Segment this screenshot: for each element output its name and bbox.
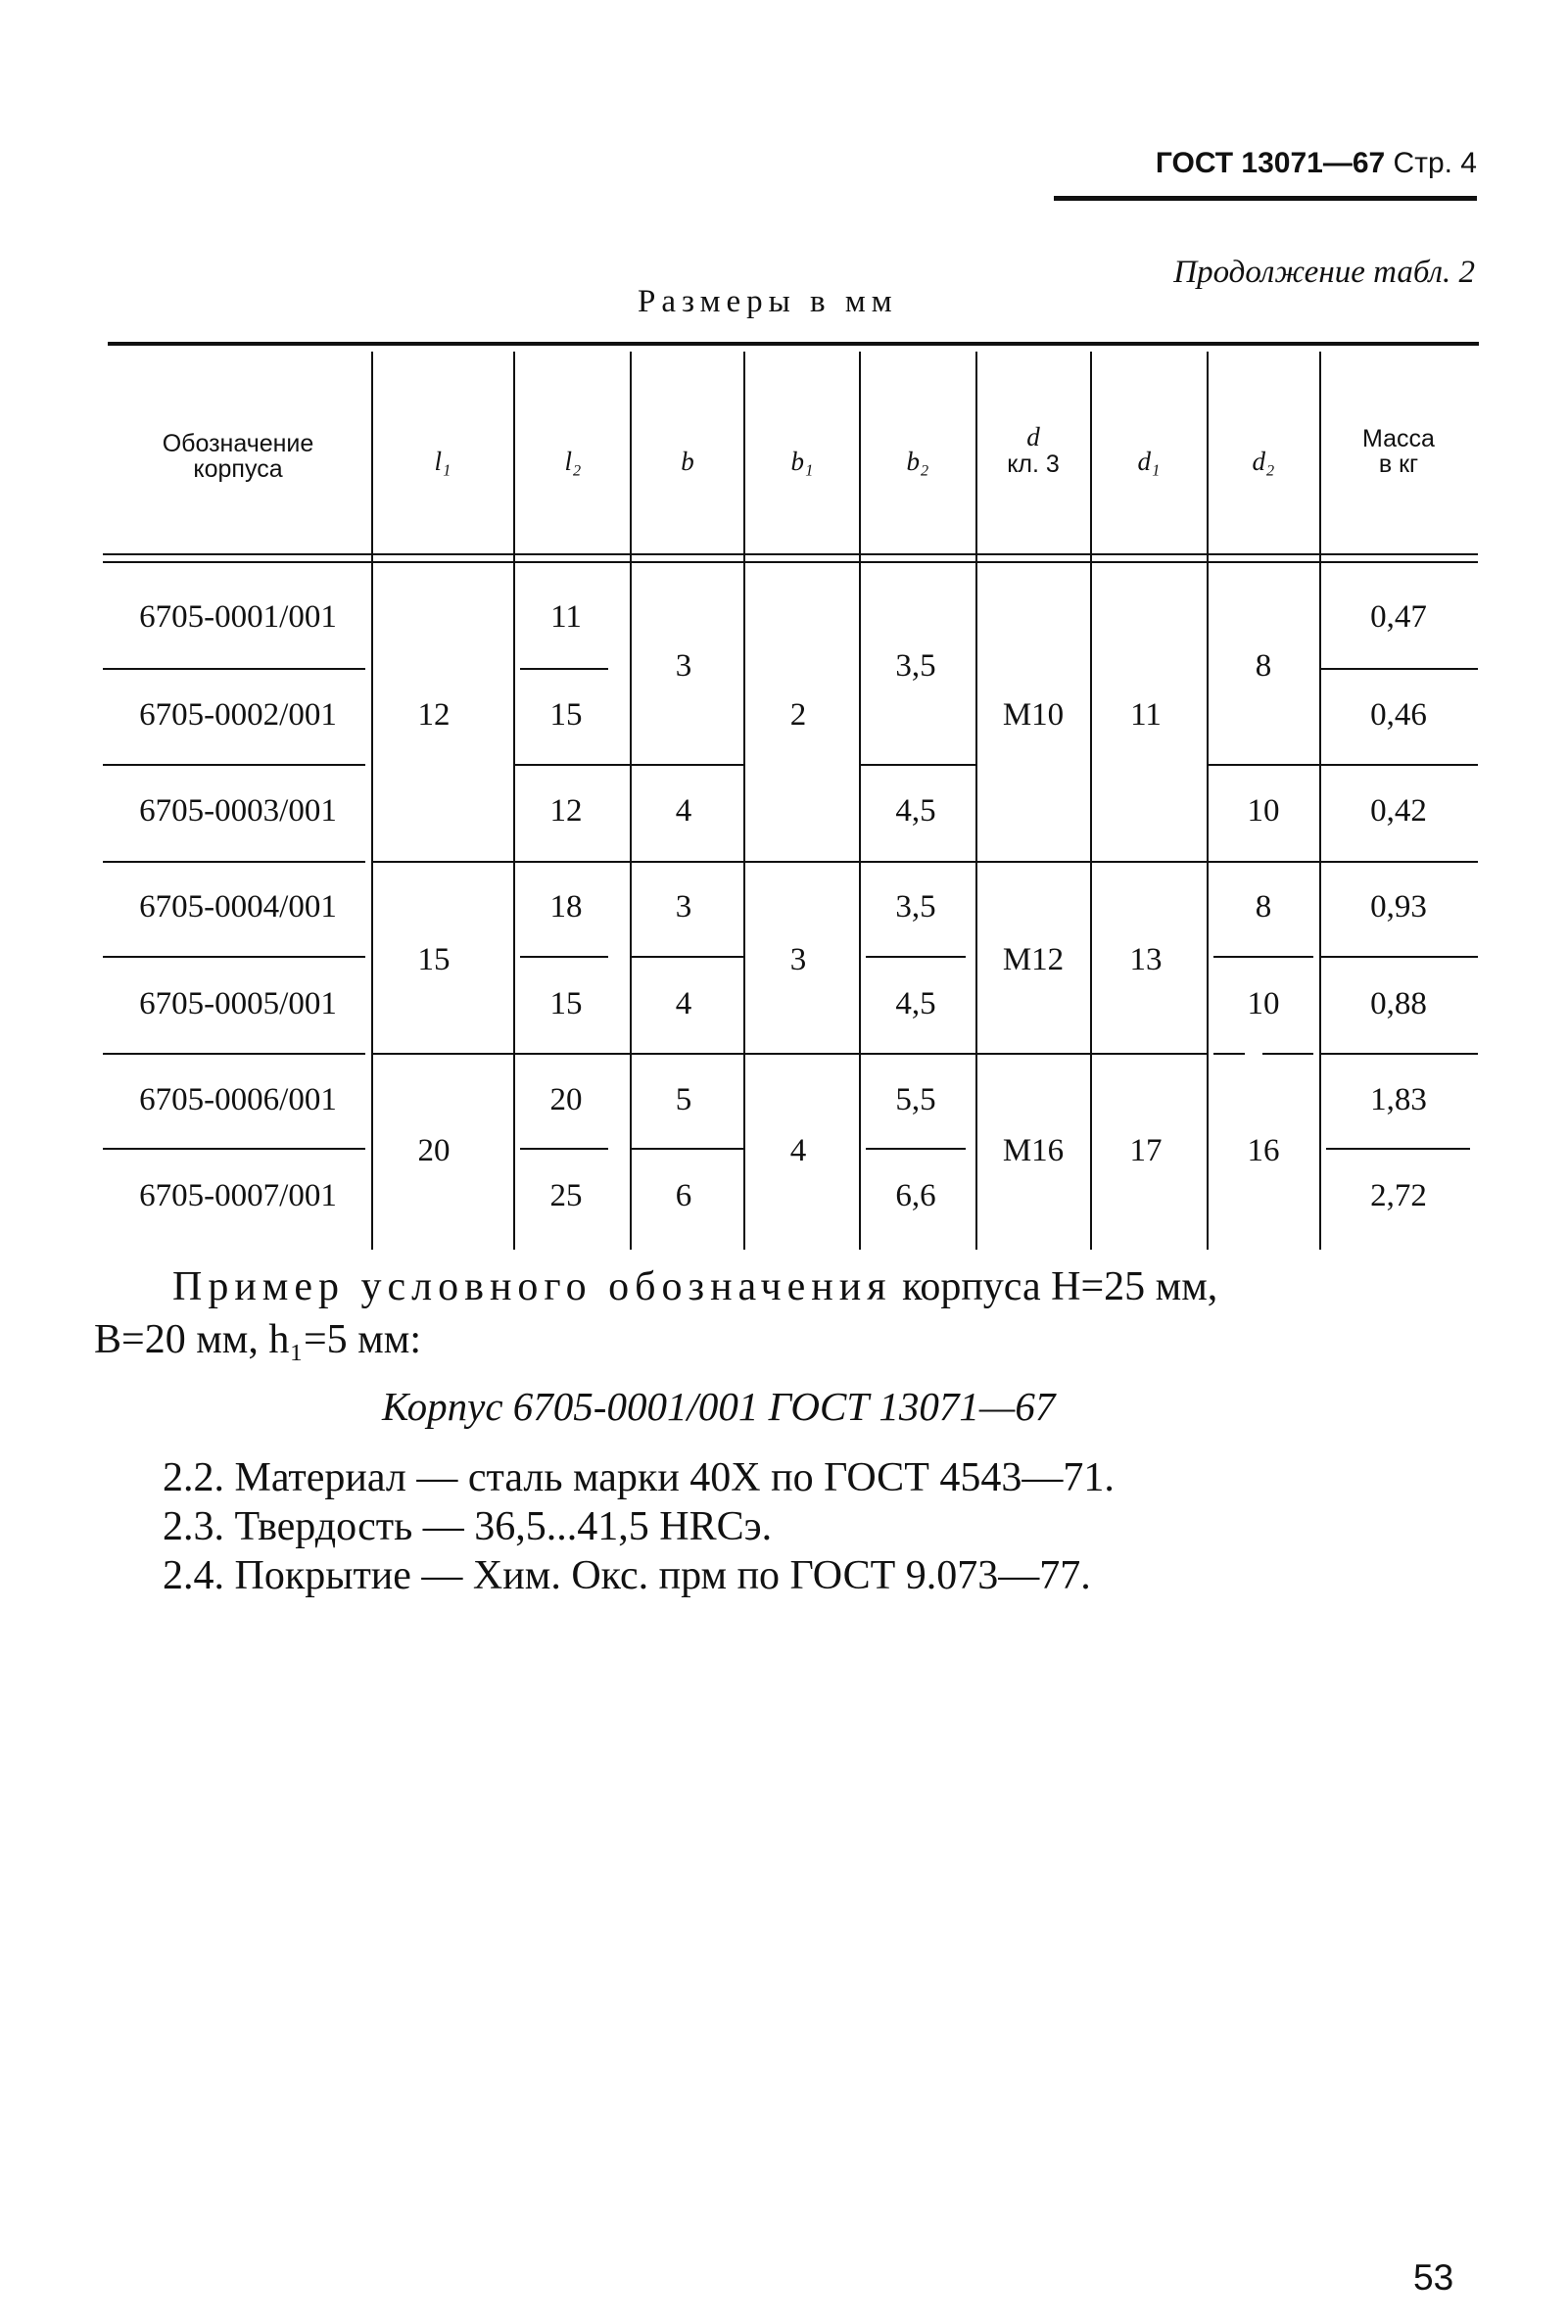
b2-cell: 4,5 xyxy=(895,986,936,1021)
b2-cell: 3,5 xyxy=(895,648,936,684)
example-intro: Пример условного обозначения xyxy=(172,1264,892,1309)
l1-cell: 15 xyxy=(417,942,451,977)
l1-cell: 20 xyxy=(417,1133,451,1168)
page-number: 53 xyxy=(1413,2257,1454,2298)
example-line2: B=20 мм, h₁=5 мм: xyxy=(94,1317,422,1362)
document-header xyxy=(1156,147,1477,180)
b-cell: 4 xyxy=(675,986,692,1021)
designation-cell: 6705-0002/001 xyxy=(139,697,337,733)
designation-cell: 6705-0003/001 xyxy=(139,793,337,829)
header-b1: b₁ xyxy=(790,447,814,476)
b2-cell: 3,5 xyxy=(895,889,936,925)
designation-cell: 6705-0004/001 xyxy=(139,889,337,925)
l2-cell: 25 xyxy=(549,1178,583,1213)
header-l1: l₁ xyxy=(434,447,451,476)
designation-cell: 6705-0001/001 xyxy=(139,599,337,635)
page-label: Стр. 4 xyxy=(1393,147,1477,179)
mass-cell: 1,83 xyxy=(1370,1082,1427,1117)
b-cell: 3 xyxy=(675,648,692,684)
clause-coating: 2.4. Покрытие — Хим. Окс. прм по ГОСТ 9.073—77. xyxy=(163,1553,1091,1598)
d-cell: M16 xyxy=(1002,1133,1065,1168)
row-separators xyxy=(104,669,1477,1149)
l2-cell: 20 xyxy=(549,1082,583,1117)
header-rule xyxy=(1054,196,1477,201)
b2-cell: 4,5 xyxy=(895,793,936,829)
l2-cell: 12 xyxy=(549,793,583,829)
l2-cell: 18 xyxy=(549,889,583,925)
header-d-class: кл. 3 xyxy=(1007,451,1060,478)
b-cell: 4 xyxy=(675,793,692,829)
standard-number: ГОСТ 13071—67 xyxy=(1155,147,1386,179)
table-continuation-label: Продолжение табл. 2 xyxy=(1173,255,1475,290)
l2-cell: 15 xyxy=(549,697,583,733)
d2-cell: 10 xyxy=(1247,986,1280,1021)
header-b: b xyxy=(681,447,694,476)
l2-cell: 11 xyxy=(550,599,582,635)
header-mass-line1: Масса xyxy=(1362,425,1435,452)
designation-cell: 6705-0007/001 xyxy=(139,1178,337,1213)
d-cell: M10 xyxy=(1002,697,1065,733)
mass-cell: 0,42 xyxy=(1370,793,1427,829)
d2-cell: 8 xyxy=(1255,889,1272,925)
mass-cell: 2,72 xyxy=(1370,1178,1427,1213)
b-cell: 3 xyxy=(675,889,692,925)
b-cell: 6 xyxy=(675,1178,692,1213)
d1-cell: 13 xyxy=(1129,942,1163,977)
clause-hardness: 2.3. Твердость — 36,5...41,5 HRCэ. xyxy=(163,1504,773,1549)
column-separators xyxy=(372,353,1320,1249)
b2-cell: 6,6 xyxy=(895,1178,936,1213)
d2-cell: 16 xyxy=(1247,1133,1280,1168)
b1-cell: 3 xyxy=(789,942,807,977)
header-designation-line2: корпуса xyxy=(193,455,283,483)
mass-cell: 0,47 xyxy=(1370,599,1427,635)
b1-cell: 4 xyxy=(789,1133,807,1168)
example-designation: Корпус 6705-0001/001 ГОСТ 13071—67 xyxy=(382,1384,1056,1429)
d-cell: M12 xyxy=(1002,942,1065,977)
header-designation-line1: Обозначение xyxy=(162,430,314,457)
b-cell: 5 xyxy=(675,1082,692,1117)
l2-cell: 15 xyxy=(549,986,583,1021)
mass-cell: 0,93 xyxy=(1370,889,1427,925)
header-mass-line2: в кг xyxy=(1378,451,1419,478)
b2-cell: 5,5 xyxy=(895,1082,936,1117)
d1-cell: 17 xyxy=(1129,1133,1163,1168)
header-d2: d₂ xyxy=(1252,447,1275,476)
d2-cell: 10 xyxy=(1247,793,1280,829)
d2-cell: 8 xyxy=(1255,648,1272,684)
example-line1-rest: корпуса H=25 мм, xyxy=(902,1264,1218,1309)
header-d1: d₁ xyxy=(1137,447,1161,476)
header-l2: l₂ xyxy=(564,447,582,476)
mass-cell: 0,88 xyxy=(1370,986,1427,1021)
example-line1 xyxy=(172,1263,1217,1310)
units-caption: Размеры в мм xyxy=(638,284,898,319)
header-b2: b₂ xyxy=(906,447,929,476)
header-d: d xyxy=(1026,422,1040,451)
clause-material: 2.2. Материал — сталь марки 40Х по ГОСТ 4543—71. xyxy=(163,1455,1115,1500)
designation-cell: 6705-0006/001 xyxy=(139,1082,337,1117)
b1-cell: 2 xyxy=(789,697,807,733)
l1-cell: 12 xyxy=(417,697,451,733)
designation-cell: 6705-0005/001 xyxy=(139,986,337,1021)
d1-cell: 11 xyxy=(1130,697,1162,733)
mass-cell: 0,46 xyxy=(1370,697,1427,733)
